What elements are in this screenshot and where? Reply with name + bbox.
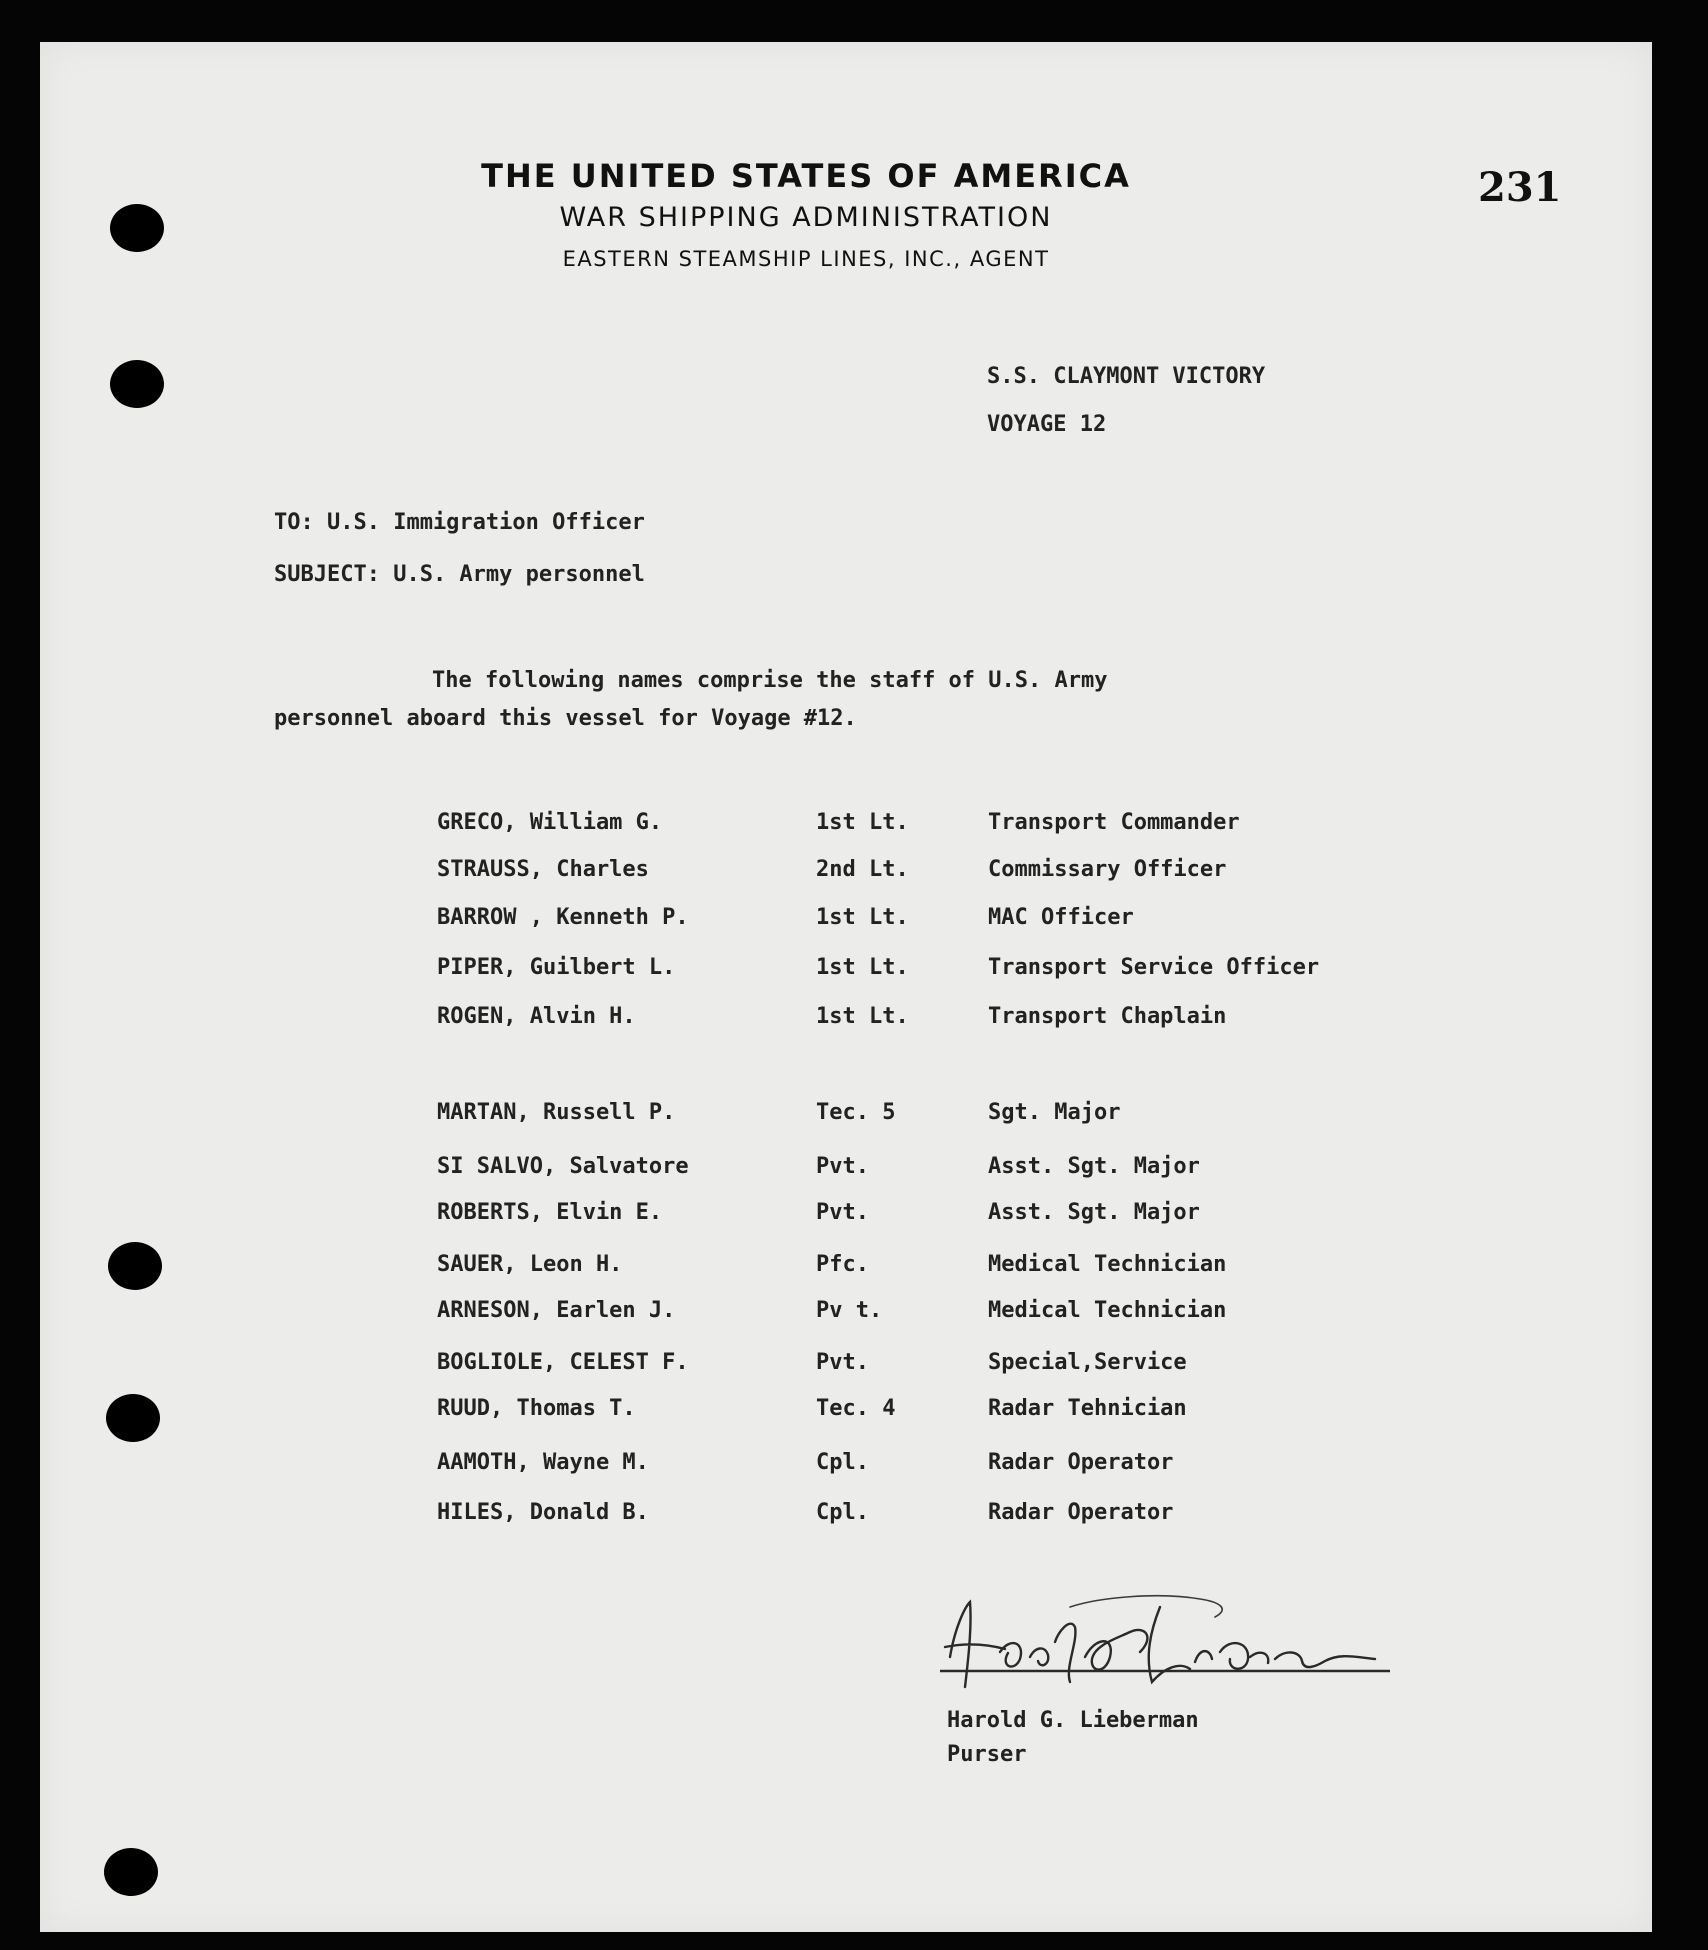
personnel-rank: Cpl.: [816, 1450, 869, 1475]
memo-subject: SUBJECT: U.S. Army personnel: [274, 562, 645, 587]
signatory-name: Harold G. Lieberman: [947, 1708, 1199, 1733]
personnel-rank: Pvt.: [816, 1154, 869, 1179]
signatory-title: Purser: [947, 1742, 1027, 1767]
personnel-rank: Pv t.: [816, 1298, 883, 1323]
letterhead-agency: WAR SHIPPING ADMINISTRATION: [559, 202, 1053, 233]
document-page: [40, 42, 1652, 1932]
personnel-name: MARTAN, Russell P.: [437, 1100, 676, 1125]
binder-hole: [108, 1242, 162, 1290]
personnel-role: Medical Technician: [988, 1252, 1227, 1277]
personnel-name: ROGEN, Alvin H.: [437, 1004, 636, 1029]
personnel-rank: 1st Lt.: [816, 905, 909, 930]
personnel-name: STRAUSS, Charles: [437, 857, 649, 882]
personnel-rank: 1st Lt.: [816, 810, 909, 835]
personnel-rank: Pvt.: [816, 1350, 869, 1375]
binder-hole: [106, 1394, 160, 1442]
letterhead-agent: EASTERN STEAMSHIP LINES, INC., AGENT: [562, 247, 1050, 271]
personnel-role: Special,Service: [988, 1350, 1187, 1375]
personnel-name: GRECO, William G.: [437, 810, 663, 835]
personnel-rank: Pvt.: [816, 1200, 869, 1225]
personnel-rank: Tec. 5: [816, 1100, 896, 1125]
personnel-name: RUUD, Thomas T.: [437, 1396, 636, 1421]
personnel-name: BOGLIOLE, CELEST F.: [437, 1350, 689, 1375]
personnel-rank: 1st Lt.: [816, 955, 909, 980]
personnel-rank: Pfc.: [816, 1252, 869, 1277]
personnel-name: SAUER, Leon H.: [437, 1252, 623, 1277]
personnel-name: ROBERTS, Elvin E.: [437, 1200, 663, 1225]
personnel-rank: 2nd Lt.: [816, 857, 909, 882]
body-line-1: The following names comprise the staff of U.S. Army: [432, 668, 1108, 693]
personnel-rank: Tec. 4: [816, 1396, 896, 1421]
voyage-number: VOYAGE 12: [987, 412, 1107, 437]
binder-hole: [104, 1848, 158, 1896]
personnel-name: HILES, Donald B.: [437, 1500, 649, 1525]
vessel-name: S.S. CLAYMONT VICTORY: [987, 364, 1266, 389]
personnel-rank: Cpl.: [816, 1500, 869, 1525]
personnel-role: Asst. Sgt. Major: [988, 1154, 1200, 1179]
body-line-2: personnel aboard this vessel for Voyage #12.: [274, 706, 857, 731]
personnel-role: Radar Operator: [988, 1450, 1174, 1475]
page-number: 231: [1478, 164, 1562, 211]
personnel-role: Commissary Officer: [988, 857, 1227, 882]
personnel-name: PIPER, Guilbert L.: [437, 955, 676, 980]
personnel-role: Radar Operator: [988, 1500, 1174, 1525]
personnel-name: BARROW , Kenneth P.: [437, 905, 689, 930]
personnel-role: Transport Chaplain: [988, 1004, 1227, 1029]
personnel-name: ARNESON, Earlen J.: [437, 1298, 676, 1323]
personnel-role: Sgt. Major: [988, 1100, 1121, 1125]
memo-to: TO: U.S. Immigration Officer: [274, 510, 645, 535]
personnel-role: Radar Tehnician: [988, 1396, 1187, 1421]
personnel-role: MAC Officer: [988, 905, 1134, 930]
binder-hole: [110, 360, 164, 408]
personnel-name: SI SALVO, Salvatore: [437, 1154, 689, 1179]
personnel-role: Transport Commander: [988, 810, 1240, 835]
letterhead-title: THE UNITED STATES OF AMERICA: [481, 157, 1131, 195]
personnel-name: AAMOTH, Wayne M.: [437, 1450, 649, 1475]
personnel-role: Medical Technician: [988, 1298, 1227, 1323]
handwritten-signature: [930, 1587, 1400, 1707]
personnel-role: Asst. Sgt. Major: [988, 1200, 1200, 1225]
personnel-role: Transport Service Officer: [988, 955, 1320, 980]
personnel-rank: 1st Lt.: [816, 1004, 909, 1029]
